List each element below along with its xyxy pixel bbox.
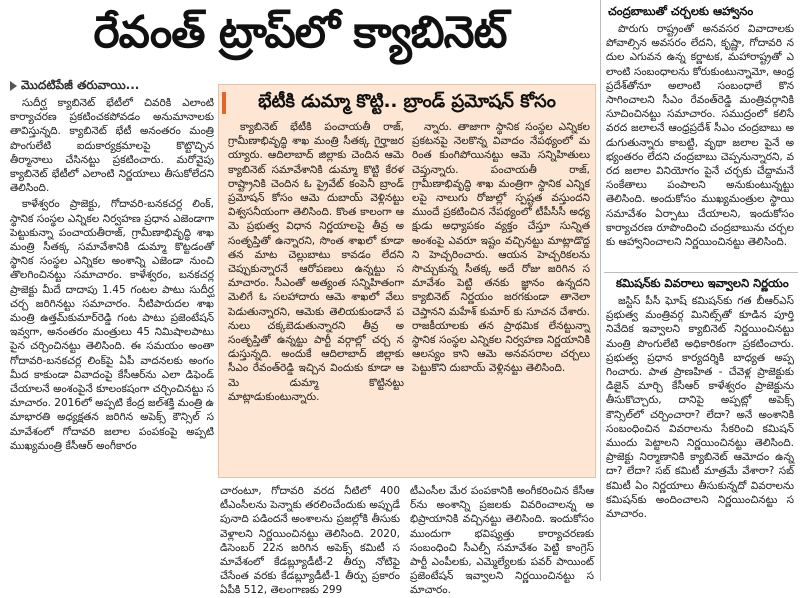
box-left-text: క్యాబినెట్ భేటీకి పంచాయతీ రాజ్, గ్రామీణాభివృద్ధి శాఖ మంత్రి సీతక్క గైర్హాజరయ్యారు. ఆదిలాబాద్ జిల్లాకు చెందిన ఆమె క్యాబినెట్ సమావేశానికి డుమ్మా కొట్టి కేరళ రాష్ట్రానికి చెందిన ఓ ప్రైవేట్ కంపెనీ బ్రాండ్ ప్రమోషన్ కోసం ఆమె దుబాయ్ వెళ్లినట్టు విశ్వసనీయంగా తెలిసింది. కొంత కాలంగా ఆమె ప్రభుత్వ విధాన నిర్ణయాలపై తీవ్ర అసంతృప్తితో ఉన్నారని, సొంత శాఖలో కూడా తన మాట చెల్లుబాటు కావడం లేదని చెప్పుకున్నారనే ఆరోపణలు ఉన్నట్టు సమాచారం. సీఎంతో అత్యంత సన్నిహితంగా మెలిగే ఓ సలహాదారు ఆమె శాఖలో వేలు పెడుతున్నారని, ఆమెకు తెలియకుండానే పనులు చక్కబెడుతున్నారని తీవ్ర అసంతృప్తితో ఉన్నట్టు పార్టీ వర్గాల్లో చర్చ నడుస్తున్నది. అందుకే ఆదిలాబాద్ జిల్లాకు సీఎం రేవంత్‌రెడ్డి ఇచ్చిన విందుకు కూడా ఆమె డుమ్మా కొట్టినట్టు మాట్లాడుకుంటున్నారు. — [228, 121, 404, 403]
sidebar-heading-2: కమిషన్‌కు వివరాలు ఇవ్వాలని నిర్ణయం — [616, 276, 789, 290]
box-column-left — [228, 120, 404, 472]
sidebar-body-2-text: జస్టిస్ పీసీ ఘోష్ కమిషన్‌కు గత బీఆర్ఎస్ ప్రభుత్వ మంత్రివర్గ మినిట్స్‌తో కూడిన పూర్తి నివేదిక ఇవ్వాలని క్యాబినెట్ నిర్ణయించినట్టు మంత్రి పొంగులేటి అధికారికంగా ప్రకటించారు. ప్రభుత్వ ప్రధాన కార్యదర్శికి బాధ్యత అప్పగించారు. పాత ప్రాణహిత - చేవెళ్ల ప్రాజెక్టుకు డిజైన్ మార్చి కేసీఆర్ కాళేశ్వరం ప్రాజెక్టును తీసుకొచ్చారు, దానిపై అప్పట్లో అపెక్స్ కౌన్సిల్‌లో చర్చించారా? లేదా? అనే అంశానికి సంబంధించిన వివరాలను సేకరించి కమిషన్ ముందు పెట్టాలని నిర్ణయించినట్టు తెలిసింది. ప్రాజెక్టు నిర్మాణానికి క్యాబినెట్ ఆమోదం ఉన్నదా? లేదా? సబ్ కమిటీ మాత్రమే వేశారా? సబ్ కమిటీ ఏం నిర్ణయాలు తీసుకున్నదో వివరాలను కమిషన్‌కు అందించాలని నిర్ణయించినట్టు సమాచారం. — [606, 295, 794, 521]
bottom-right-text: టీఎంసీల మేర పంపకానికి అంగీకరించిన కేసీఆర్‌ను అంశాన్ని ప్రజలకు వివరించాలన్న అభిప్రాయానికి వచ్చినట్టు తెలిసింది. ఇందుకోసం ముందుగా భవిష్యత్తు కార్యాచరణకు సంబంధించి సీఎల్పీ సమావేశం పెట్టి కాంగ్రెస్ పార్టీ ఎంపీలకు, ఎమ్మెల్యేలకు పవర్ పాయింట్ ప్రజెంటేషన్ ఇవ్వాలని నిర్ణయించినట్టు సమాచారం. — [410, 485, 594, 597]
sidebar-body-1 — [606, 22, 794, 268]
article-column-bottom-center — [220, 484, 400, 597]
box-right-text: న్నారు. తాజాగా స్థానిక సంస్థల ఎన్నికల ప్రకటనపై నెలకొన్న వివాదం నేపథ్యంలో మరింత కుంగిపోయినట్టు ఆమె సన్నిహితులు చెప్తున్నారు. పంచాయతీ రాజ్, గ్రామీణాభివృద్ధి శాఖ మంత్రిగా స్థానిక ఎన్నికలపై నాలుగు రోజుల్లో స్పష్టత వస్తుందని ముందే ప్రకటించిన నేపథ్యంలో టీపీసీసీ అధ్యక్షుడు అధ్యాపకం వ్యక్తం చేస్తూ సున్నిత అంశంపై ఎవరూ ఇష్టం వచ్చినట్టు మాట్లాడొద్దని హెచ్చరించారు. ఆయన హెచ్చరికలను సొచ్చుకున్న సీతక్క అదే రోజు జరిగిన సమావేశం పెట్టి తనకు జ్ఞానం ఉన్నదని క్యాబినెట్ నిర్ణయం జరగకుండా తానెలా చెప్తానని మహేశ్ కుమార్ కు సూచన చేశారు. రాజకీయాలకు తన ప్రాథమిక లేనట్టున్నా స్థానిక సంస్థల ఎన్నికల నిర్వహణ నిర్ణయానికి ఆలస్యం కాని ఆమె అనవసరాల చర్చలు పెట్టుకొని దుబాయ్ వెళ్లినట్టు తెలిసింది. — [412, 121, 590, 375]
kicker-arrow-icon — [10, 81, 17, 91]
sidebar-divider — [604, 272, 798, 273]
column-divider — [600, 0, 601, 581]
sidebar-body-1-text: పొరుగు రాష్ట్రంతో అనవసర వివాదాలకు పోవాల్సిన అవసరం లేదని, కృష్ణా, గోదావరి నదుల ఎగువన ఉన్న కర్ణాటక, మహారాష్ట్రతో ఎలాంటి సంబంధాలను కోరుకుంటున్నామో, ఆంధ్రప్రదేశ్‌తోనూ అలాంటి సంబంధాలే కొనసాగించాలని సీఎం రేవంత్‌రెడ్డి మంత్రివర్గానికి సూచించినట్టు సమాచారం. సముద్రంలో కలిసే వరద జలాలనే ఆంధ్రప్రదేశ్ సీఎం చంద్రబాబు అడుగుతున్నారు కాబట్టి, వృథా జలాల పైనే అభ్యంతరం లేదని చంద్రబాబు చెప్పనున్నారని, వరద జలాల వినియోగం పైనే చర్చకు చేద్దామనే సంకేతాలు పంపాలని అనుకుంటున్నట్టు తెలిసింది. అందుకోసం ముఖ్యమంత్రుల స్థాయి సమావేశం ఏర్పాటు చేయాలని, ఇందుకోసం కార్యాచరణ రూపొందించి చంద్రబాబును చర్చలకు ఆహ్వానించాలని నిర్ణయించినట్టు తెలిసింది. — [606, 23, 794, 249]
box-column-right — [412, 120, 590, 472]
kicker-text: మొదటిపేజీ తరువాయి... — [21, 78, 140, 92]
kicker — [10, 78, 215, 94]
article-column-bottom-right — [410, 484, 594, 597]
col1-paragraph-1: సుదీర్ఘ క్యాబినెట్ భేటీలో చివరికి ఎలాంటి కార్యాచరణ ప్రకటించకపోవడం అనుమానాలకు తావిస్తున్నది. క్యాబినెట్ భేటీ అనంతరం మంత్రి పొంగులేటి ఐదుకార్యక్రమాలపై కొట్టొచ్చిన తీర్మానాలు చేసినట్టు ప్రకటించారు. మరోవైపు క్యాబినెట్ భేటీలో ఎలాంటి నిర్ణయాలు తీసుకోలేదని తెలిసింది. — [10, 97, 214, 195]
bottom-center-text: చారంటూ, గోదావరి వరద నీటిలో 400 టీఎంసీలను పెన్నాకు తరలించేందుకు అప్పుడే పునాది పడిందనే అంశాలను ప్రజల్లోకి తీసుకు వెళ్లాలని నిర్ణయించినట్టు తెలిసింది. 2020, డిసెంబర్ 22న జరిగిన అపెక్స్ కమిటీ సమావేశంలో కేడబ్ల్యూడీటీ-2 తీర్పు నోటిఫై చేసేంత వరకు కేడబ్ల్యూడీటీ-1 తీర్పు ప్రకారం ఏపీకి 512, తెలంగాణకు 299 — [220, 485, 400, 597]
sidebar-body-2 — [606, 294, 794, 578]
sidebar-heading-1: చంద్రబాబుతో చర్చలకు ఆహ్వానం — [608, 4, 754, 18]
box-subheadline: భేటీకి డుమ్మా కొట్టి.. బ్రాండ్ ప్రమోషన్ కోసం — [258, 90, 556, 112]
headline: రేవంత్ ట్రాప్‌లో క్యాబినెట్ — [93, 7, 507, 58]
article-column-1 — [10, 96, 214, 578]
col1-paragraph-2: కాళేశ్వరం ప్రాజెక్టు, గోదావరి-బనకచర్ల లింక్, స్థానిక సంస్థల ఎన్నికల నిర్వహణ ప్రధాన ఎజెండాగా పెట్టుకున్నా పంచాయతీరాజ్, గ్రామీణాభివృద్ధి శాఖ మంత్రి సీతక్క సమావేశానికి డుమ్మా కొట్టడంతో స్థానిక సంస్థల ఎన్నికల అంశాన్ని ఎజెండా నుంచి తొలగించినట్టు సమాచారం. కాళేశ్వరం, బనకచర్ల ప్రాజెక్టు మీదే దాదాపు 1.45 గంటల పాటు సుదీర్ఘ చర్చ జరిగినట్టు సమాచారం. నీటిపారుదల శాఖ మంత్రి ఉత్తమ్‌కుమార్‌రెడ్డి గంట పాటు ప్రజెంటేషన్ ఇవ్వగా, అనంతరం మంత్రులు 45 నిమిషాలపాటు పైన చర్చించినట్టు తెలిసింది. ఈ సమయం అంతా గోదావరి-బనకచర్ల లింక్‌పై ఏపీ వాదనలకు అంగం మీద కాకుండా వివాదంపై కేసీఆర్‌ను ఎలా డిఫెండ్ చేయాలనే అంశంపైనే కూలంకషంగా చర్చించినట్టు సమాచారం. 2016లో అప్పటి కేంద్ర జల్‌శక్తి మంత్రి ఉమాభారతి అధ్యక్షతన జరిగిన అపెక్స్ కౌన్సిల్ సమావేశంలో గోదావరి జలాల పంపకంపై అప్పటి ముఖ్యమంత్రి కేసీఆర్ అంగీకారం — [10, 198, 214, 452]
